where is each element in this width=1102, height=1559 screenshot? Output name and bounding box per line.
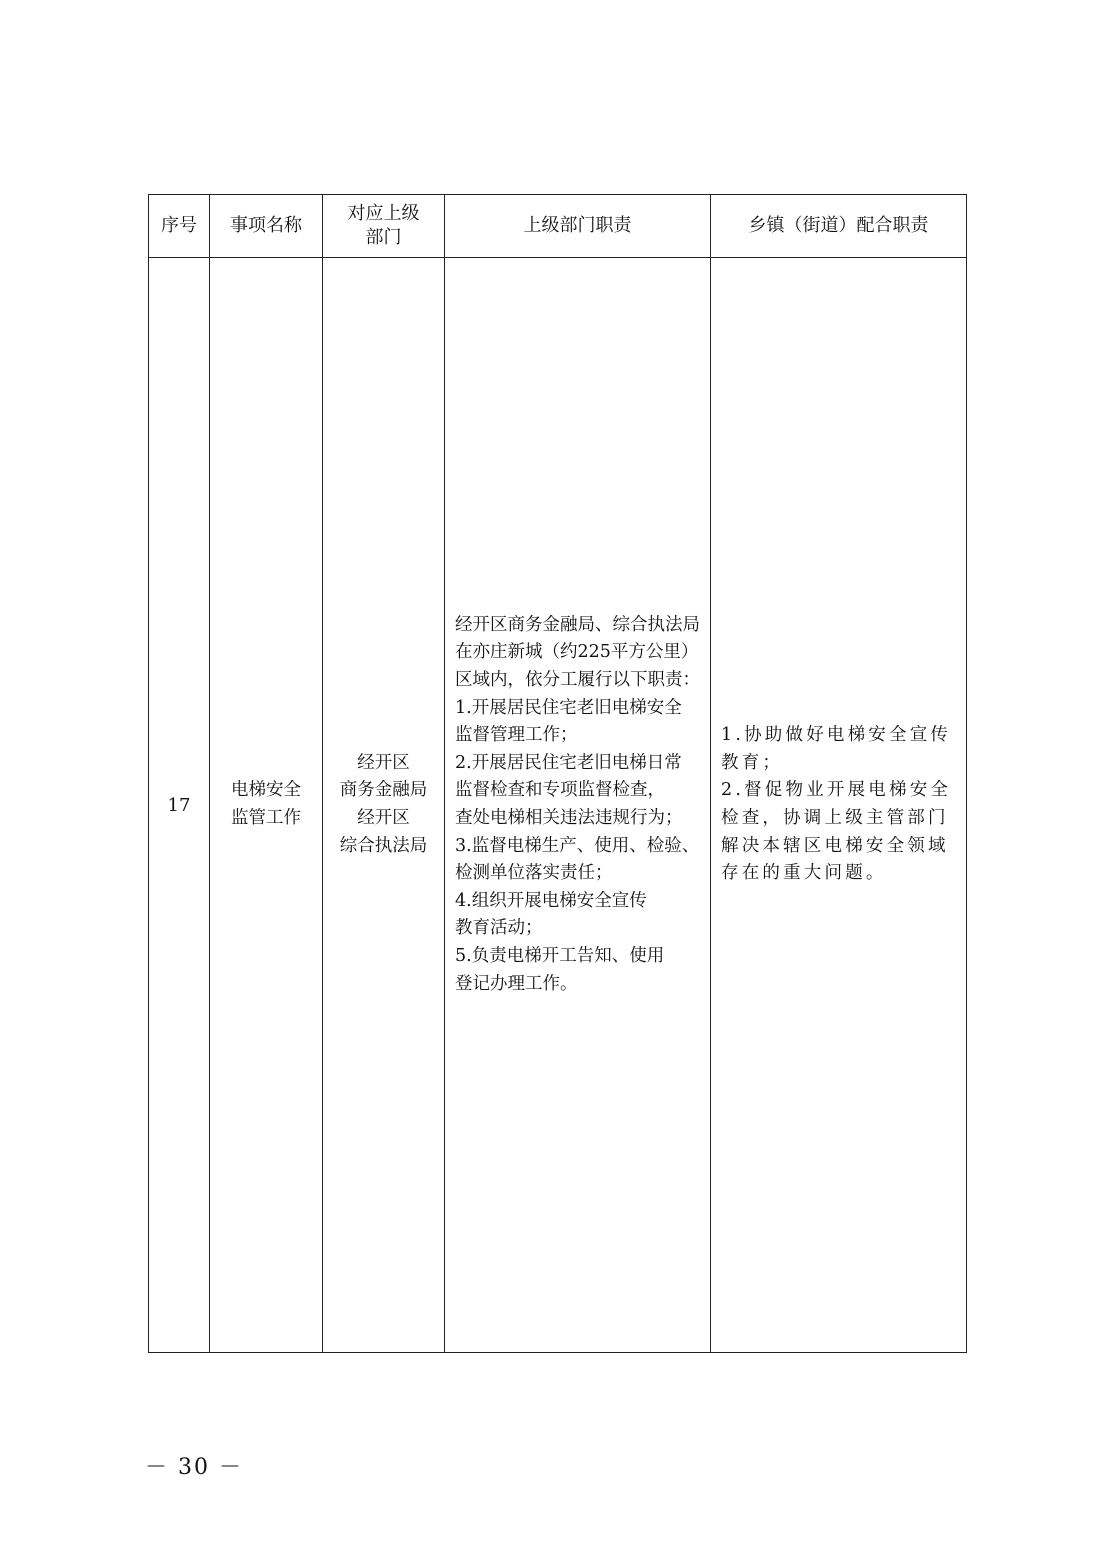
text-line: 登记办理工作。: [455, 973, 578, 994]
table-header-row: [149, 195, 967, 258]
cell-upper-duties: [445, 258, 711, 1353]
text-line: 1.协助做好电梯安全宣传: [721, 725, 952, 746]
text-line: 3.监督电梯生产、使用、检验、: [455, 835, 700, 856]
town-duties-text: [711, 722, 966, 888]
text-line: 电梯安全: [231, 780, 301, 801]
text-line: 在亦庄新城（约225平方公里）: [455, 642, 699, 663]
header-index: 序号: [149, 195, 210, 258]
text-line: 存在的重大问题。: [721, 863, 887, 884]
text-line: 教育活动；: [455, 918, 543, 939]
text-line: 1.开展居民住宅老旧电梯安全: [455, 697, 682, 718]
text-line: 经开区: [357, 808, 410, 828]
text-line: 监管工作: [231, 808, 301, 828]
header-line: 对应上级: [347, 203, 420, 224]
header-line: 部门: [365, 227, 402, 248]
text-line: 监督检查和专项监督检查，: [455, 780, 665, 801]
text-line: 5.负责电梯开工告知、使用: [455, 945, 665, 966]
text-line: 监督管理工作；: [455, 725, 578, 746]
cell-item-name: [210, 258, 323, 1353]
text-line: 4.组织开展电梯安全宣传: [455, 890, 647, 911]
text-line: 商务金融局: [339, 780, 428, 801]
header-upper-duties: 上级部门职责: [445, 195, 711, 258]
text-line: 检查，协调上级主管部门: [721, 808, 949, 828]
text-line: 解决本辖区电梯安全领域: [721, 835, 949, 856]
text-line: 查处电梯相关违法违规行为；: [455, 808, 683, 828]
text-line: 经开区商务金融局、综合执法局: [455, 614, 700, 635]
text-line: 教育；: [721, 752, 784, 773]
text-line: 2.开展居民住宅老旧电梯日常: [455, 752, 682, 773]
header-upper-department: [323, 195, 445, 258]
cell-index: 17: [149, 258, 210, 1353]
text-line: 区域内，依分工履行以下职责：: [455, 670, 700, 691]
table-row: [149, 258, 967, 1353]
text-line: 综合执法局: [339, 835, 428, 856]
text-line: 经开区: [357, 752, 410, 773]
cell-department: [323, 258, 445, 1353]
header-item-name: 事项名称: [210, 195, 323, 258]
upper-duties-text: [445, 612, 710, 998]
duties-table: [148, 194, 967, 1353]
header-town-duties: 乡镇（街道）配合职责: [711, 195, 967, 258]
text-line: 检测单位落实责任；: [455, 863, 613, 884]
cell-town-duties: [711, 258, 967, 1353]
text-line: 2.督促物业开展电梯安全: [721, 780, 952, 801]
page-number: － 30 －: [145, 1455, 243, 1480]
